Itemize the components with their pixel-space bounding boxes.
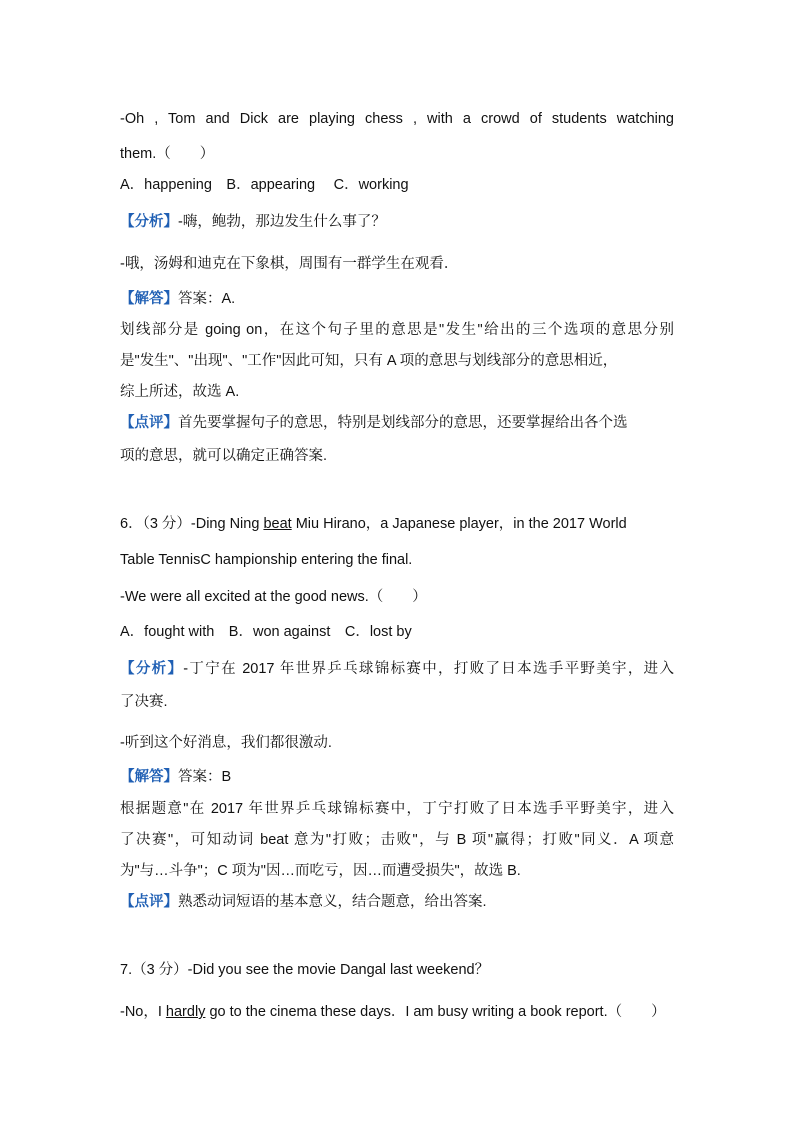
q6-underlined-word: beat [263, 516, 292, 532]
q6-options: A．fought with B．won against C．lost by [120, 624, 412, 640]
q7-line2-post: go to the cinema these days．I am busy writing a book report.（ ） [205, 1004, 666, 1020]
q5-comment [120, 413, 674, 433]
answer-text: 答案：B [178, 769, 232, 785]
q7-line2-pre: -No，I [120, 1004, 166, 1020]
comment-text: 熟悉动词短语的基本意义，结合题意，给出答案. [178, 894, 487, 910]
q5-expl-line3: 综上所述，故选 A. [120, 384, 240, 400]
q6-expl-line2: 了决赛"，可知动词 beat 意为"打败；击败"，与 B 项"赢得；打败"同义．A 项意 [120, 832, 674, 848]
q6-analysis-line2: 了决赛. [120, 694, 168, 710]
q6-expl-line1: 根据题意"在 2017 年世界乒乓球锦标赛中，丁宁打败了日本选手平野美宇，进入 [120, 801, 674, 817]
analysis-tag: 【分析】 [120, 661, 184, 677]
q5-line1: -Oh , Tom and Dick are playing chess , with a crowd of students watching [120, 111, 674, 127]
analysis-tag: 【分析】 [120, 214, 178, 230]
q6-expl-line3: 为"与…斗争"；C 项为"因…而吃亏，因…而遭受损失"，故选 B. [120, 863, 521, 879]
q6-line3: -We were all excited at the good news.（ ） [120, 589, 427, 605]
q6-line1-rest: Miu Hirano，a Japanese player，in the 2017 World [291, 516, 627, 532]
q6-line1 [120, 514, 674, 534]
q5-line2: them.（ ） [120, 146, 215, 162]
q7-underlined-word: hardly [165, 1004, 206, 1020]
q6-analysis-line3: -听到这个好消息，我们都很激动. [120, 735, 332, 751]
comment-tag: 【点评】 [120, 415, 178, 431]
q5-answer [120, 289, 674, 309]
analysis-text: -嗨，鲍勃，那边发生什么事了？ [178, 214, 386, 230]
analysis-text: -丁宁在 2017 年世界乒乓球锦标赛中，打败了日本选手平野美宇，进入 [183, 661, 675, 677]
q7-line2 [120, 1002, 674, 1022]
q5-options: A．happening B．appearing C．working [120, 177, 409, 193]
q6-answer [120, 767, 674, 787]
answer-tag: 【解答】 [120, 291, 178, 307]
q7-line1: 7.（3 分）-Did you see the movie Dangal last weekend？ [120, 962, 490, 978]
answer-text: 答案：A. [178, 291, 236, 307]
q5-comment-line2: 项的意思，就可以确定正确答案. [120, 448, 328, 464]
q5-expl-line2: 是"发生"、"出现"、"工作"因此可知，只有 A 项的意思与划线部分的意思相近， [120, 353, 618, 369]
q5-analysis-line2: -哦，汤姆和迪克在下象棋，周围有一群学生在观看． [120, 256, 459, 272]
q6-comment [120, 892, 674, 912]
q5-expl-line1: 划线部分是 going on，在这个句子里的意思是"发生"给出的三个选项的意思分别 [120, 322, 674, 338]
q6-analysis [120, 659, 674, 679]
comment-text: 首先要掌握句子的意思，特别是划线部分的意思，还要掌握给出各个选 [178, 415, 628, 431]
comment-tag: 【点评】 [120, 894, 178, 910]
answer-tag: 【解答】 [120, 769, 178, 785]
q6-line2: Table TennisC hampionship entering the final. [120, 552, 413, 568]
q6-number: 6．（3 分）-Ding Ning [120, 516, 264, 532]
q5-analysis [120, 212, 674, 232]
